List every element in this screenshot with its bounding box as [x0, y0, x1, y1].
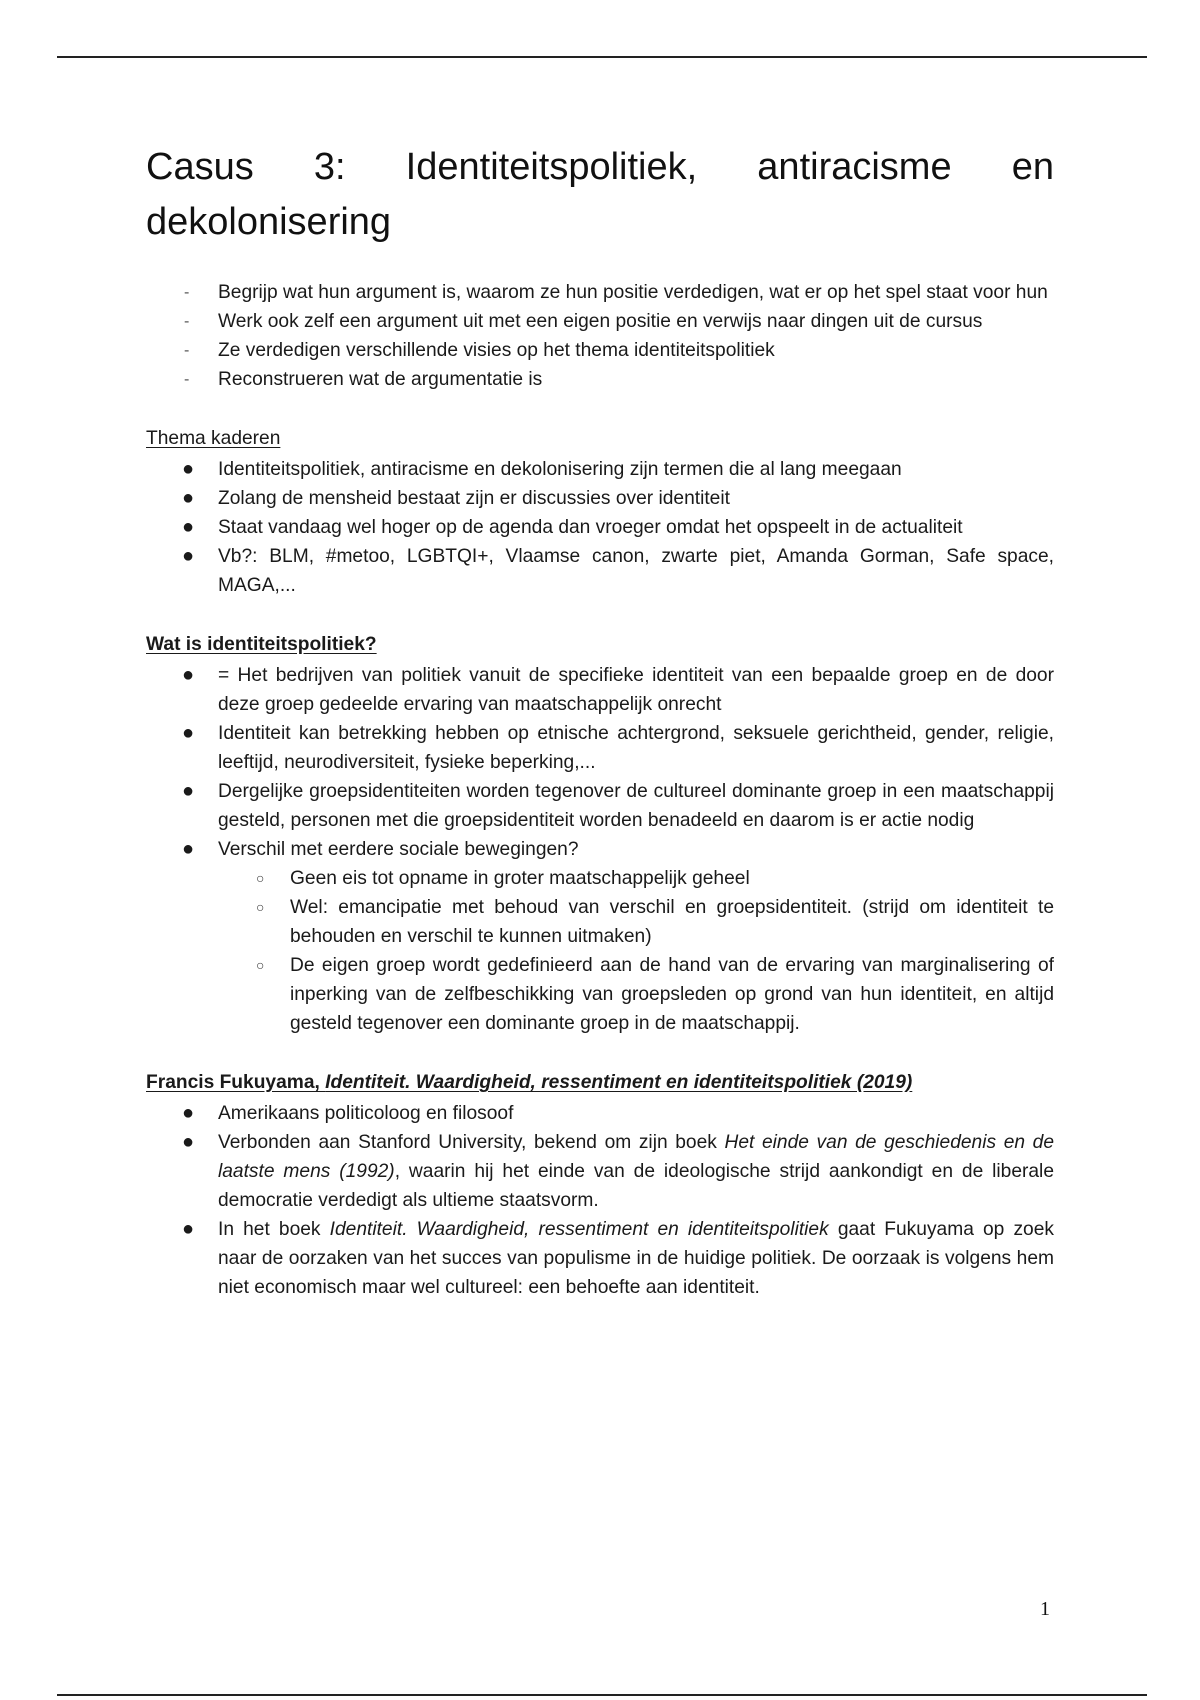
list-item — [146, 484, 1054, 513]
disc-bullet-icon: ● — [182, 545, 195, 567]
list-item-text: Zolang de mensheid bestaat zijn er discussies over identiteit — [218, 488, 730, 509]
footer-rule — [57, 1694, 1147, 1696]
list-item — [146, 719, 1054, 777]
list-item — [146, 336, 1054, 365]
disc-bullet-icon: ● — [182, 458, 195, 480]
list-item-text: Vb?: BLM, #metoo, LGBTQI+, Vlaamse canon, zwarte piet, Amanda Gorman, Safe space, MAGA,... — [218, 546, 1054, 596]
page-number: 1 — [1040, 1598, 1050, 1620]
title-word: antiracisme — [757, 146, 952, 188]
document-page — [146, 140, 1054, 1302]
list-item — [146, 1215, 1054, 1302]
list-item-text: Begrijp wat hun argument is, waarom ze hun positie verdedigen, wat er op het spel staat voor hun — [218, 282, 1048, 303]
circle-bullet-icon: ○ — [256, 870, 265, 886]
list-item-text: = Het bedrijven van politiek vanuit de specifieke identiteit van een bepaalde groep en de door deze groep gedeelde ervaring van maatschappelijk onrecht — [218, 665, 1054, 715]
list-item-text: In het boek — [218, 1219, 330, 1240]
dash-bullet-icon: - — [184, 342, 190, 359]
disc-bullet-icon: ● — [182, 487, 195, 509]
sub-list-item — [146, 951, 1054, 1038]
disc-bullet-icon: ● — [182, 1131, 195, 1153]
list-item — [146, 365, 1054, 394]
list-item-text: gaat Fukuyama op zoek naar de oorzaken van het succes van populisme in de huidige politiek. De oorzaak is volgens hem niet economisch maar wel cultureel: een behoefte aan identiteit. — [218, 1219, 1054, 1298]
title-word: en — [1011, 146, 1054, 188]
title-line-1 — [146, 140, 1054, 195]
list-item-text: Dergelijke groepsidentiteiten worden tegenover de cultureel dominante groep in een maatschappij gesteld, personen met die groepsidentiteit worden benadeeld en daarom is er actie nodig — [218, 781, 1054, 831]
list-item — [146, 455, 1054, 484]
disc-bullet-icon: ● — [182, 722, 195, 744]
sub-list-item — [146, 864, 1054, 893]
intro-list — [146, 278, 1054, 394]
list-item-text: Reconstrueren wat de argumentatie is — [218, 369, 543, 390]
list-item-text: Verschil met eerdere sociale bewegingen? — [218, 839, 579, 860]
list-item-text: Identiteit kan betrekking hebben op etnische achtergrond, seksuele gerichtheid, gender, religie, leeftijd, neurodiversiteit, fysieke beperking,... — [218, 723, 1054, 773]
section-heading-thema-kaderen: Thema kaderen — [146, 428, 281, 449]
heading-author: Francis Fukuyama, — [146, 1072, 326, 1093]
list-item-text: Staat vandaag wel hoger op de agenda dan vroeger omdat het opspeelt in de actualiteit — [218, 517, 963, 538]
heading-book-title: Identiteit. Waardigheid, ressentiment en identiteitspolitiek (2019) — [325, 1072, 913, 1093]
book-title: Het einde van de geschiedenis en de laatste mens (1992) — [218, 1132, 1055, 1182]
dash-bullet-icon: - — [184, 371, 190, 388]
list-item — [146, 278, 1054, 307]
circle-bullet-icon: ○ — [256, 957, 265, 973]
list-item-text: De eigen groep wordt gedefinieerd aan de hand van de ervaring van marginalisering of inperking van de zelfbeschikking van groepsleden op grond van hun identiteit, en altijd gesteld tegenover een dominante groep in de maatschappij. — [290, 955, 1054, 1034]
list-item-text: Werk ook zelf een argument uit met een eigen positie en verwijs naar dingen uit de cursus — [218, 311, 983, 332]
disc-bullet-icon: ● — [182, 780, 195, 802]
disc-bullet-icon: ● — [182, 838, 195, 860]
title-line-2: dekolonisering — [146, 201, 392, 243]
list-item — [146, 1099, 1054, 1128]
list-item-text: Verbonden aan Stanford University, bekend om zijn boek — [218, 1132, 725, 1153]
title-word: 3: — [313, 146, 346, 188]
list-item — [146, 307, 1054, 336]
list-item-text: Wel: emancipatie met behoud van verschil en groepsidentiteit. (strijd om identiteit te behouden en verschil te kunnen uitmaken) — [290, 897, 1054, 947]
disc-bullet-icon: ● — [182, 664, 195, 686]
list-item — [146, 542, 1054, 600]
list-item — [146, 661, 1054, 719]
list-item — [146, 513, 1054, 542]
verschil-sublist — [146, 864, 1054, 1038]
list-item — [146, 777, 1054, 835]
title-word: Casus — [146, 146, 254, 188]
thema-list — [146, 455, 1054, 600]
sub-list-item — [146, 893, 1054, 951]
disc-bullet-icon: ● — [182, 1218, 195, 1240]
fukuyama-list — [146, 1099, 1054, 1302]
section-heading-wat-is-identiteitspolitiek: Wat is identiteitspolitiek? — [146, 634, 377, 655]
book-title: Identiteit. Waardigheid, ressentiment en identiteitspolitiek — [329, 1219, 829, 1240]
disc-bullet-icon: ● — [182, 1102, 195, 1124]
dash-bullet-icon: - — [184, 313, 190, 330]
list-item-text: Geen eis tot opname in groter maatschappelijk geheel — [290, 868, 750, 889]
wat-is-list — [146, 661, 1054, 864]
header-rule — [57, 56, 1147, 58]
disc-bullet-icon: ● — [182, 516, 195, 538]
circle-bullet-icon: ○ — [256, 899, 265, 915]
section-heading-fukuyama — [146, 1068, 1054, 1097]
list-item-text: Identiteitspolitiek, antiracisme en dekolonisering zijn termen die al lang meegaan — [218, 459, 902, 480]
list-item-text: Amerikaans politicoloog en filosoof — [218, 1103, 514, 1124]
list-item — [146, 1128, 1054, 1215]
list-item-text: Ze verdedigen verschillende visies op het thema identiteitspolitiek — [218, 340, 775, 361]
title-word: Identiteitspolitiek, — [405, 146, 698, 188]
document-title — [146, 140, 1054, 250]
list-item-text: , waarin hij het einde van de ideologische strijd aankondigt en de liberale democratie verdedigt als ultieme staatsvorm. — [218, 1161, 1054, 1211]
list-item — [146, 835, 1054, 864]
dash-bullet-icon: - — [184, 284, 190, 301]
